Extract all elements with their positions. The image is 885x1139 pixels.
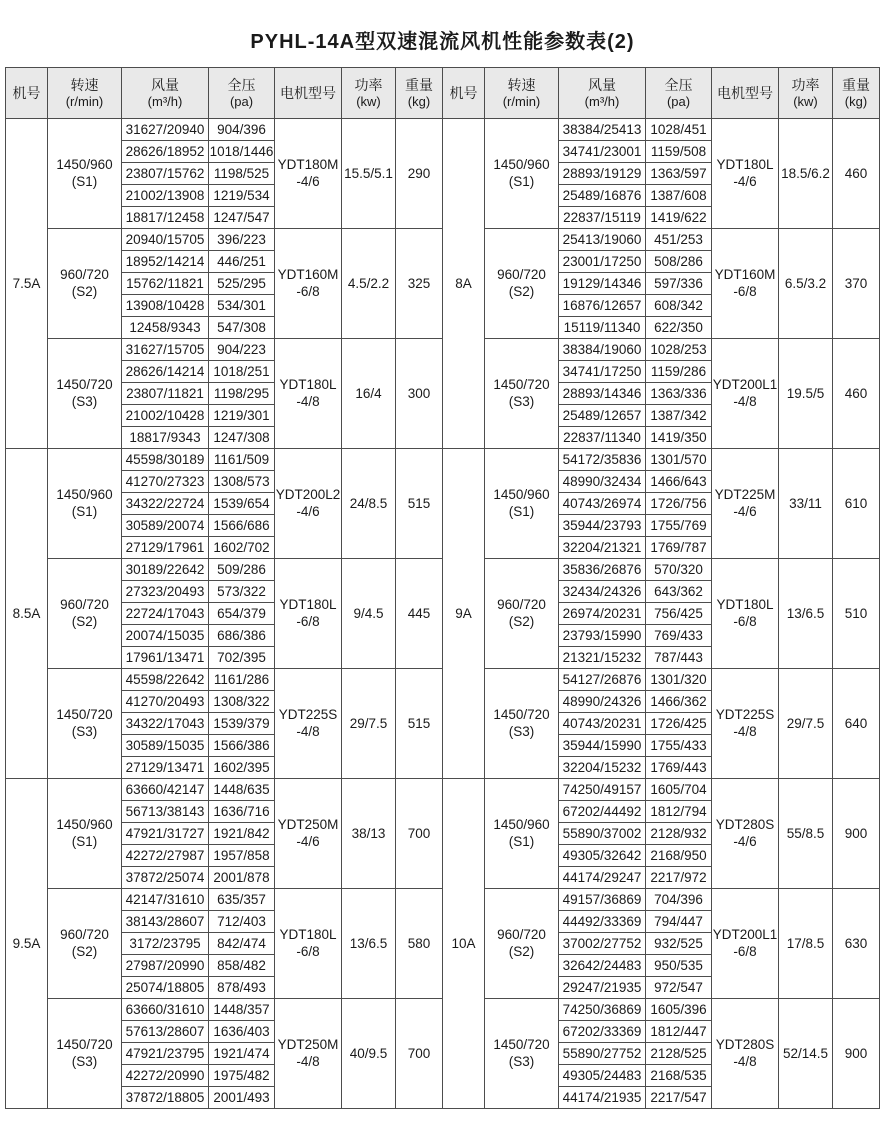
power-cell: 9/4.5 [342,559,396,669]
speed-cell: 1450/720 (S3) [485,339,559,449]
speed-cell: 1450/960 (S1) [48,779,122,889]
weight-cell: 460 [833,339,880,449]
speed-cell: 960/720 (S2) [485,559,559,669]
speed-cell: 1450/960 (S1) [48,119,122,229]
pressure-cell: 904/223 [209,339,275,361]
flow-cell: 37872/18805 [122,1087,209,1109]
header-flow: 风量 (m³/h) [559,68,646,119]
pressure-cell: 1605/396 [646,999,712,1021]
pressure-cell: 451/253 [646,229,712,251]
pressure-cell: 597/336 [646,273,712,295]
pressure-cell: 842/474 [209,933,275,955]
speed-cell: 960/720 (S2) [48,559,122,669]
header-machine: 机号 [6,68,48,119]
pressure-cell: 396/223 [209,229,275,251]
pressure-cell: 704/396 [646,889,712,911]
pressure-cell: 654/379 [209,603,275,625]
pressure-cell: 508/286 [646,251,712,273]
pressure-cell: 1957/858 [209,845,275,867]
flow-cell: 28893/14346 [559,383,646,405]
flow-cell: 67202/33369 [559,1021,646,1043]
flow-cell: 31627/15705 [122,339,209,361]
flow-cell: 23001/17250 [559,251,646,273]
flow-cell: 74250/36869 [559,999,646,1021]
header-weight: 重量 (kg) [396,68,443,119]
flow-cell: 28626/14214 [122,361,209,383]
speed-cell: 960/720 (S2) [485,229,559,339]
flow-cell: 45598/22642 [122,669,209,691]
page-title: PYHL-14A型双速混流风机性能参数表(2) [250,31,635,53]
pressure-cell: 686/386 [209,625,275,647]
pressure-cell: 904/396 [209,119,275,141]
flow-cell: 54172/35836 [559,449,646,471]
pressure-cell: 1636/403 [209,1021,275,1043]
header-speed: 转速 (r/min) [485,68,559,119]
machine-cell: 9.5A [6,779,48,1109]
flow-cell: 35944/15990 [559,735,646,757]
motor-cell: YDT160M -6/8 [275,229,342,339]
pressure-cell: 769/433 [646,625,712,647]
pressure-cell: 525/295 [209,273,275,295]
flow-cell: 23807/11821 [122,383,209,405]
flow-cell: 25074/18805 [122,977,209,999]
pressure-cell: 1448/357 [209,999,275,1021]
motor-cell: YDT180L -6/8 [275,889,342,999]
flow-cell: 31627/20940 [122,119,209,141]
weight-cell: 700 [396,779,443,889]
flow-cell: 32434/24326 [559,581,646,603]
machine-cell: 8A [443,119,485,449]
flow-cell: 18952/14214 [122,251,209,273]
motor-cell: YDT200L1 -4/8 [712,339,779,449]
pressure-cell: 702/395 [209,647,275,669]
flow-cell: 29247/21935 [559,977,646,999]
flow-cell: 32642/24483 [559,955,646,977]
flow-cell: 25489/12657 [559,405,646,427]
pressure-cell: 1769/787 [646,537,712,559]
flow-cell: 37872/25074 [122,867,209,889]
pressure-cell: 794/447 [646,911,712,933]
pressure-cell: 1566/386 [209,735,275,757]
motor-cell: YDT180L -6/8 [712,559,779,669]
flow-cell: 41270/27323 [122,471,209,493]
motor-cell: YDT180L -4/8 [275,339,342,449]
flow-cell: 37002/27752 [559,933,646,955]
flow-cell: 27129/17961 [122,537,209,559]
weight-cell: 290 [396,119,443,229]
pressure-cell: 1247/308 [209,427,275,449]
flow-cell: 32204/15232 [559,757,646,779]
pressure-cell: 932/525 [646,933,712,955]
flow-cell: 56713/38143 [122,801,209,823]
pressure-cell: 1198/525 [209,163,275,185]
pressure-cell: 2128/525 [646,1043,712,1065]
flow-cell: 45598/30189 [122,449,209,471]
weight-cell: 370 [833,229,880,339]
flow-cell: 25489/16876 [559,185,646,207]
motor-cell: YDT200L1 -6/8 [712,889,779,999]
flow-cell: 15119/11340 [559,317,646,339]
weight-cell: 900 [833,999,880,1109]
pressure-cell: 1159/508 [646,141,712,163]
pressure-cell: 1301/320 [646,669,712,691]
weight-cell: 460 [833,119,880,229]
pressure-cell: 1161/509 [209,449,275,471]
weight-cell: 300 [396,339,443,449]
power-cell: 29/7.5 [342,669,396,779]
pressure-cell: 1755/433 [646,735,712,757]
flow-cell: 19129/14346 [559,273,646,295]
flow-cell: 22837/15119 [559,207,646,229]
speed-cell: 1450/960 (S1) [485,449,559,559]
flow-cell: 27987/20990 [122,955,209,977]
pressure-cell: 2217/972 [646,867,712,889]
weight-cell: 900 [833,779,880,889]
pressure-cell: 1605/704 [646,779,712,801]
machine-cell: 10A [443,779,485,1109]
motor-cell: YDT280S -4/8 [712,999,779,1109]
motor-cell: YDT180L -6/8 [275,559,342,669]
flow-cell: 57613/28607 [122,1021,209,1043]
pressure-cell: 1028/253 [646,339,712,361]
flow-cell: 47921/31727 [122,823,209,845]
pressure-cell: 1566/686 [209,515,275,537]
pressure-cell: 1466/362 [646,691,712,713]
pressure-cell: 2128/932 [646,823,712,845]
pressure-cell: 1028/451 [646,119,712,141]
pressure-cell: 1975/482 [209,1065,275,1087]
speed-cell: 1450/720 (S3) [48,669,122,779]
flow-cell: 16876/12657 [559,295,646,317]
power-cell: 38/13 [342,779,396,889]
flow-cell: 30589/20074 [122,515,209,537]
pressure-cell: 547/308 [209,317,275,339]
pressure-cell: 446/251 [209,251,275,273]
header-machine: 机号 [443,68,485,119]
flow-cell: 38143/28607 [122,911,209,933]
power-cell: 52/14.5 [779,999,833,1109]
motor-cell: YDT250M -4/6 [275,779,342,889]
pressure-cell: 622/350 [646,317,712,339]
weight-cell: 640 [833,669,880,779]
pressure-cell: 2217/547 [646,1087,712,1109]
flow-cell: 38384/19060 [559,339,646,361]
flow-cell: 34322/22724 [122,493,209,515]
speed-cell: 1450/720 (S3) [485,669,559,779]
pressure-cell: 1812/447 [646,1021,712,1043]
header-motor: 电机型号 [275,68,342,119]
motor-cell: YDT225M -4/6 [712,449,779,559]
flow-cell: 30589/15035 [122,735,209,757]
pressure-cell: 534/301 [209,295,275,317]
header-flow: 风量 (m³/h) [122,68,209,119]
machine-cell: 9A [443,449,485,779]
flow-cell: 21002/10428 [122,405,209,427]
pressure-cell: 858/482 [209,955,275,977]
header-power: 功率 (kw) [342,68,396,119]
pressure-cell: 1308/573 [209,471,275,493]
flow-cell: 49305/32642 [559,845,646,867]
flow-cell: 34322/17043 [122,713,209,735]
flow-cell: 20940/15705 [122,229,209,251]
pressure-cell: 1466/643 [646,471,712,493]
flow-cell: 18817/12458 [122,207,209,229]
pressure-cell: 1921/474 [209,1043,275,1065]
spec-table-container [0,67,885,1109]
flow-cell: 26974/20231 [559,603,646,625]
power-cell: 33/11 [779,449,833,559]
pressure-cell: 643/362 [646,581,712,603]
flow-cell: 3172/23795 [122,933,209,955]
power-cell: 24/8.5 [342,449,396,559]
flow-cell: 17961/13471 [122,647,209,669]
weight-cell: 515 [396,449,443,559]
pressure-cell: 756/425 [646,603,712,625]
speed-cell: 960/720 (S2) [485,889,559,999]
speed-cell: 1450/960 (S1) [48,449,122,559]
pressure-cell: 1219/534 [209,185,275,207]
pressure-cell: 1812/794 [646,801,712,823]
motor-cell: YDT250M -4/8 [275,999,342,1109]
flow-cell: 67202/44492 [559,801,646,823]
pressure-cell: 1387/342 [646,405,712,427]
pressure-cell: 1602/702 [209,537,275,559]
flow-cell: 23793/15990 [559,625,646,647]
power-cell: 18.5/6.2 [779,119,833,229]
pressure-cell: 635/357 [209,889,275,911]
power-cell: 19.5/5 [779,339,833,449]
pressure-cell: 1726/425 [646,713,712,735]
speed-cell: 1450/720 (S3) [48,999,122,1109]
pressure-cell: 1198/295 [209,383,275,405]
header-motor: 电机型号 [712,68,779,119]
power-cell: 15.5/5.1 [342,119,396,229]
flow-cell: 32204/21321 [559,537,646,559]
flow-cell: 20074/15035 [122,625,209,647]
pressure-cell: 509/286 [209,559,275,581]
power-cell: 13/6.5 [779,559,833,669]
flow-cell: 47921/23795 [122,1043,209,1065]
flow-cell: 63660/42147 [122,779,209,801]
power-cell: 16/4 [342,339,396,449]
header-weight: 重量 (kg) [833,68,880,119]
pressure-cell: 1308/322 [209,691,275,713]
power-cell: 4.5/2.2 [342,229,396,339]
pressure-cell: 1769/443 [646,757,712,779]
pressure-cell: 608/342 [646,295,712,317]
pressure-cell: 950/535 [646,955,712,977]
power-cell: 13/6.5 [342,889,396,999]
pressure-cell: 1301/570 [646,449,712,471]
flow-cell: 55890/37002 [559,823,646,845]
power-cell: 55/8.5 [779,779,833,889]
pressure-cell: 1387/608 [646,185,712,207]
pressure-cell: 570/320 [646,559,712,581]
flow-cell: 42272/27987 [122,845,209,867]
motor-cell: YDT225S -4/8 [275,669,342,779]
speed-cell: 960/720 (S2) [48,889,122,999]
pressure-cell: 1539/379 [209,713,275,735]
flow-cell: 22724/17043 [122,603,209,625]
pressure-cell: 972/547 [646,977,712,999]
weight-cell: 510 [833,559,880,669]
flow-cell: 55890/27752 [559,1043,646,1065]
motor-cell: YDT280S -4/6 [712,779,779,889]
pressure-cell: 1161/286 [209,669,275,691]
weight-cell: 445 [396,559,443,669]
flow-cell: 42147/31610 [122,889,209,911]
header-pressure: 全压 (pa) [646,68,712,119]
flow-cell: 74250/49157 [559,779,646,801]
pressure-cell: 1448/635 [209,779,275,801]
header-pressure: 全压 (pa) [209,68,275,119]
flow-cell: 30189/22642 [122,559,209,581]
header-speed: 转速 (r/min) [48,68,122,119]
weight-cell: 630 [833,889,880,999]
flow-cell: 21321/15232 [559,647,646,669]
pressure-cell: 2001/493 [209,1087,275,1109]
pressure-cell: 1018/1446 [209,141,275,163]
pressure-cell: 1219/301 [209,405,275,427]
flow-cell: 25413/19060 [559,229,646,251]
flow-cell: 49157/36869 [559,889,646,911]
flow-cell: 48990/24326 [559,691,646,713]
weight-cell: 580 [396,889,443,999]
power-cell: 29/7.5 [779,669,833,779]
flow-cell: 40743/20231 [559,713,646,735]
speed-cell: 1450/960 (S1) [485,779,559,889]
motor-cell: YDT180M -4/6 [275,119,342,229]
pressure-cell: 1419/350 [646,427,712,449]
flow-cell: 27129/13471 [122,757,209,779]
flow-cell: 35836/26876 [559,559,646,581]
power-cell: 6.5/3.2 [779,229,833,339]
pressure-cell: 1636/716 [209,801,275,823]
spec-table [5,67,880,1109]
pressure-cell: 1363/336 [646,383,712,405]
flow-cell: 49305/24483 [559,1065,646,1087]
motor-cell: YDT200L2 -4/6 [275,449,342,559]
pressure-cell: 712/403 [209,911,275,933]
speed-cell: 1450/960 (S1) [485,119,559,229]
pressure-cell: 1247/547 [209,207,275,229]
pressure-cell: 1419/622 [646,207,712,229]
flow-cell: 34741/23001 [559,141,646,163]
pressure-cell: 573/322 [209,581,275,603]
flow-cell: 13908/10428 [122,295,209,317]
weight-cell: 610 [833,449,880,559]
speed-cell: 960/720 (S2) [48,229,122,339]
flow-cell: 22837/11340 [559,427,646,449]
flow-cell: 35944/23793 [559,515,646,537]
header-power: 功率 (kw) [779,68,833,119]
flow-cell: 38384/25413 [559,119,646,141]
pressure-cell: 1755/769 [646,515,712,537]
motor-cell: YDT225S -4/8 [712,669,779,779]
pressure-cell: 1539/654 [209,493,275,515]
speed-cell: 1450/720 (S3) [48,339,122,449]
power-cell: 40/9.5 [342,999,396,1109]
flow-cell: 12458/9343 [122,317,209,339]
flow-cell: 44492/33369 [559,911,646,933]
pressure-cell: 2168/950 [646,845,712,867]
flow-cell: 15762/11821 [122,273,209,295]
motor-cell: YDT160M -6/8 [712,229,779,339]
speed-cell: 1450/720 (S3) [485,999,559,1109]
flow-cell: 48990/32434 [559,471,646,493]
flow-cell: 28893/19129 [559,163,646,185]
flow-cell: 23807/15762 [122,163,209,185]
pressure-cell: 787/443 [646,647,712,669]
machine-cell: 7.5A [6,119,48,449]
pressure-cell: 1018/251 [209,361,275,383]
pressure-cell: 2001/878 [209,867,275,889]
weight-cell: 515 [396,669,443,779]
pressure-cell: 1159/286 [646,361,712,383]
machine-cell: 8.5A [6,449,48,779]
flow-cell: 18817/9343 [122,427,209,449]
flow-cell: 27323/20493 [122,581,209,603]
power-cell: 17/8.5 [779,889,833,999]
motor-cell: YDT180L -4/6 [712,119,779,229]
weight-cell: 700 [396,999,443,1109]
flow-cell: 21002/13908 [122,185,209,207]
flow-cell: 44174/29247 [559,867,646,889]
flow-cell: 54127/26876 [559,669,646,691]
flow-cell: 63660/31610 [122,999,209,1021]
flow-cell: 40743/26974 [559,493,646,515]
pressure-cell: 1363/597 [646,163,712,185]
flow-cell: 44174/21935 [559,1087,646,1109]
pressure-cell: 2168/535 [646,1065,712,1087]
flow-cell: 42272/20990 [122,1065,209,1087]
flow-cell: 28626/18952 [122,141,209,163]
pressure-cell: 1726/756 [646,493,712,515]
pressure-cell: 1602/395 [209,757,275,779]
flow-cell: 41270/20493 [122,691,209,713]
pressure-cell: 878/493 [209,977,275,999]
weight-cell: 325 [396,229,443,339]
pressure-cell: 1921/842 [209,823,275,845]
flow-cell: 34741/17250 [559,361,646,383]
